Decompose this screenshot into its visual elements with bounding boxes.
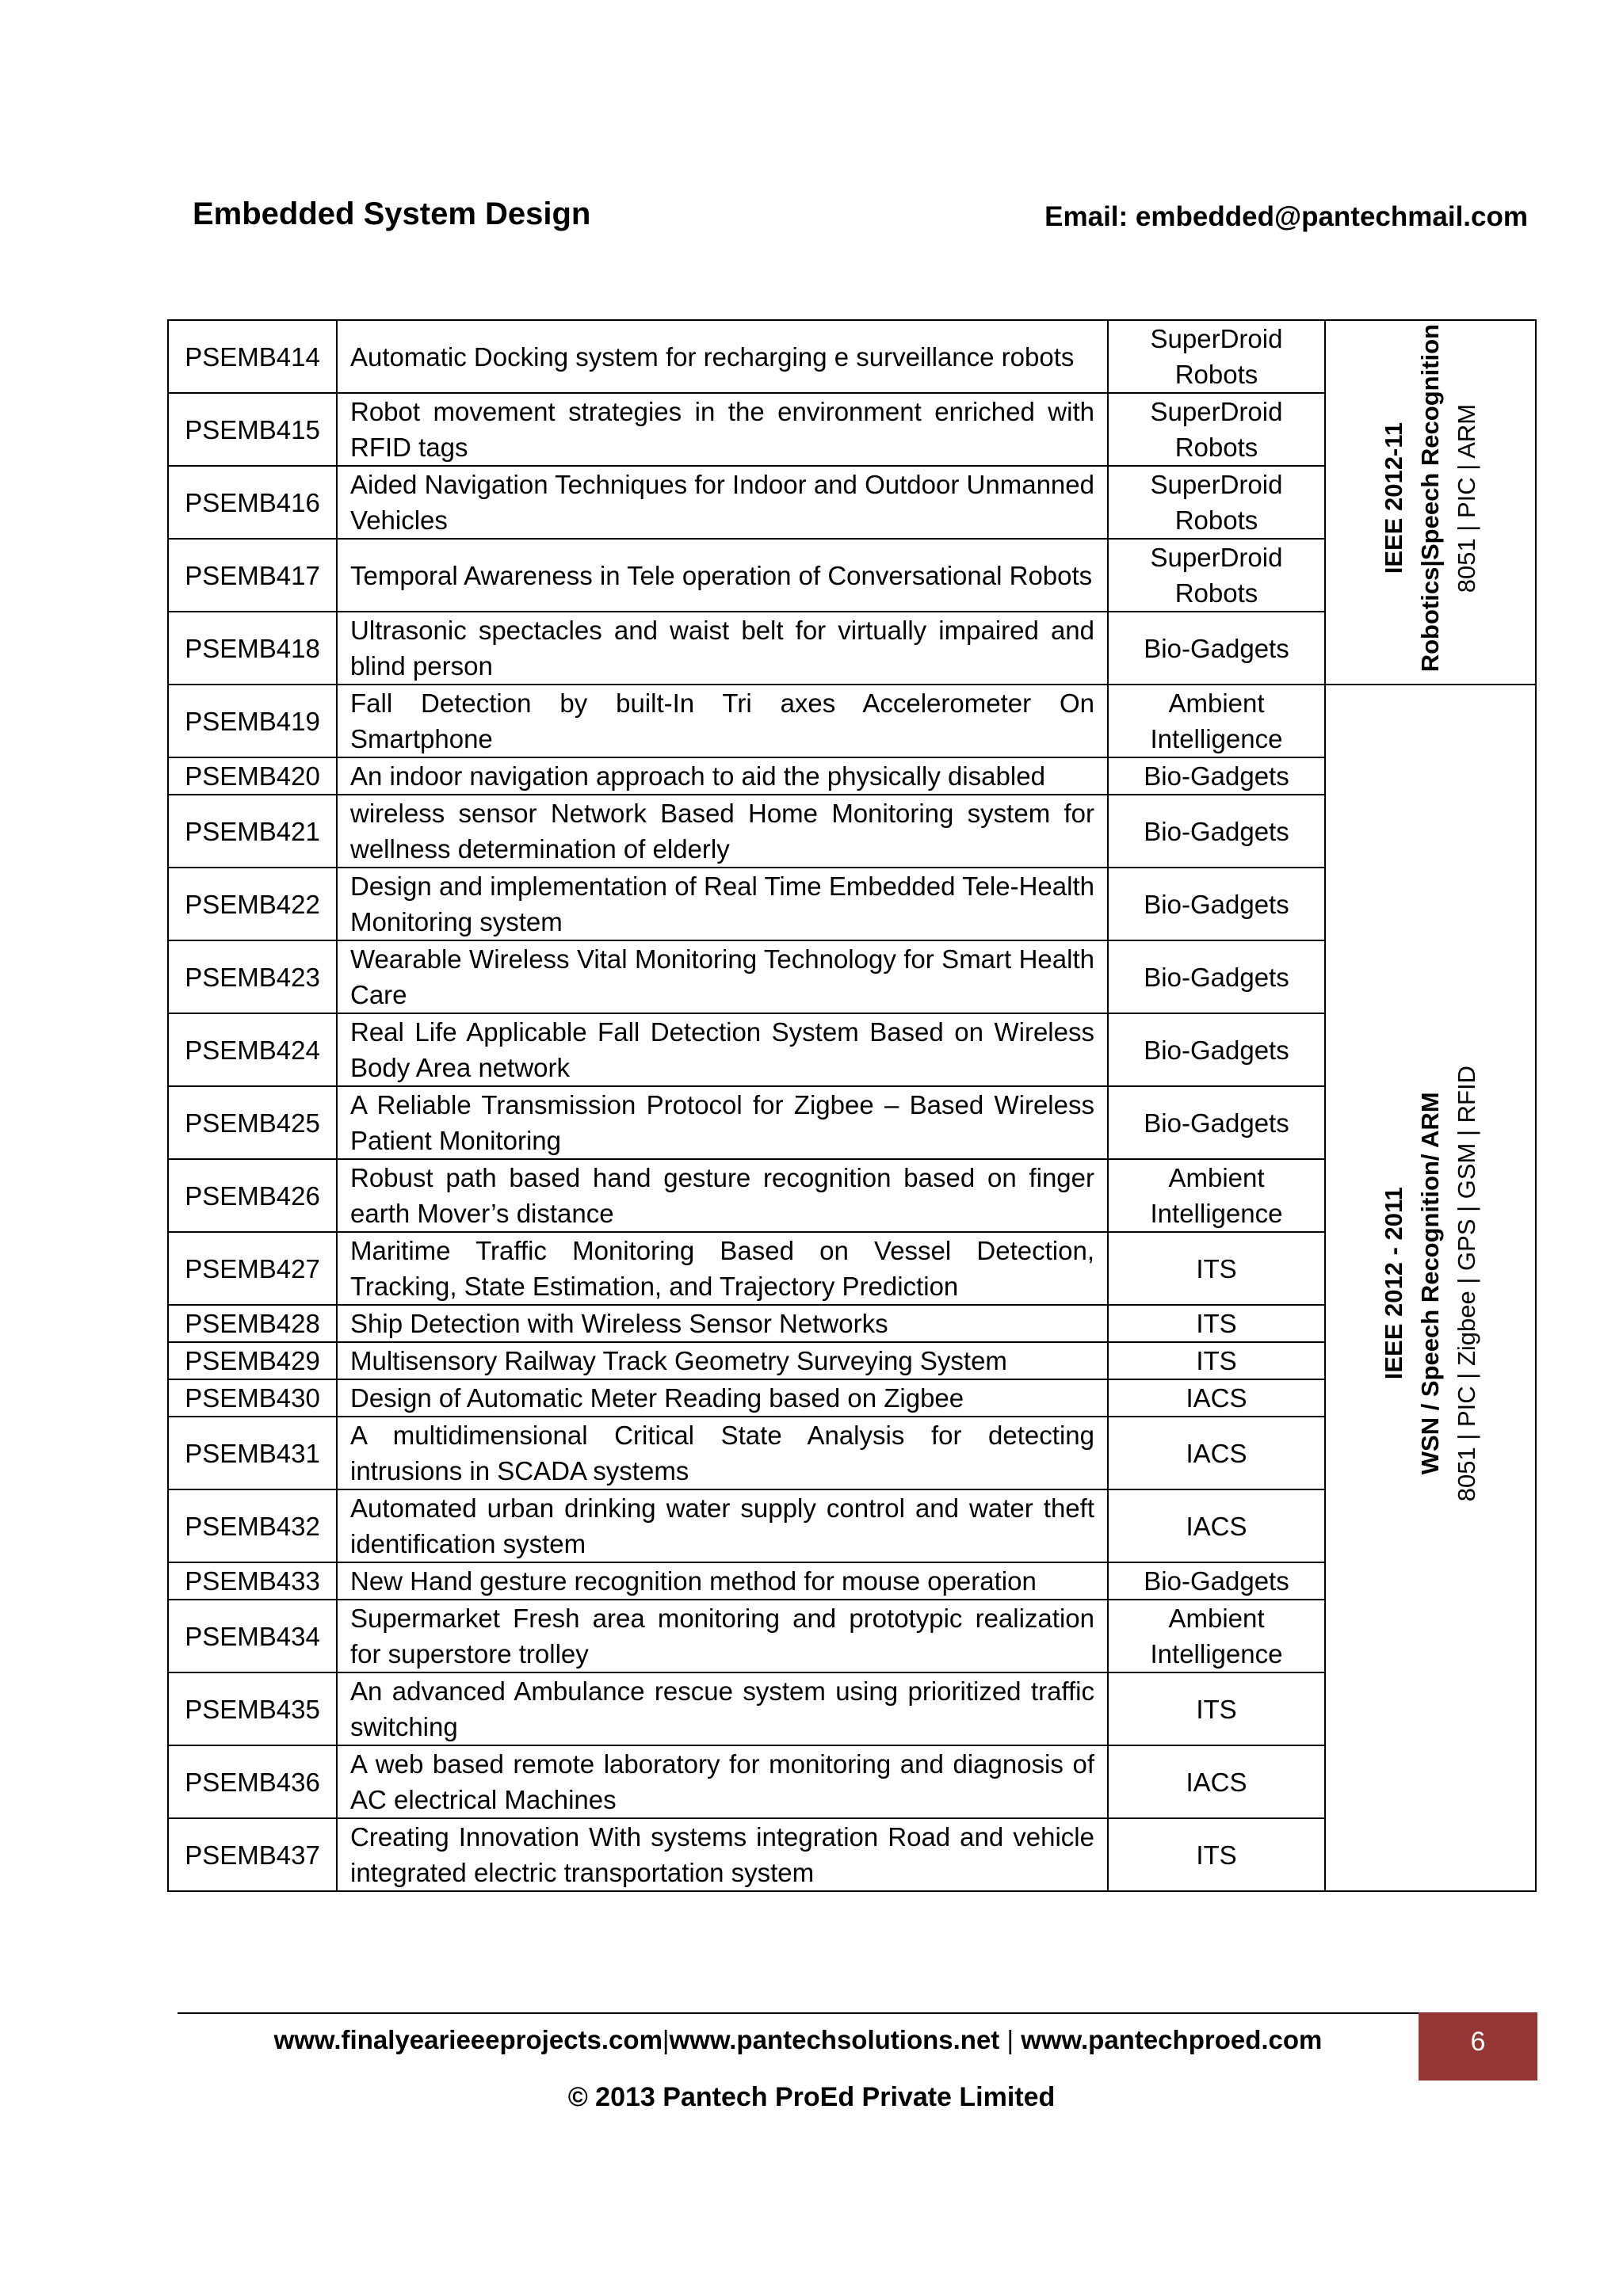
project-title: Design and implementation of Real Time Embedded Tele-Health Monitoring system [337, 868, 1108, 940]
project-category: ITS [1108, 1672, 1325, 1745]
project-code: PSEMB436 [168, 1745, 337, 1818]
footer-separator: | [999, 2025, 1022, 2054]
group-label [1376, 1066, 1485, 1501]
project-code: PSEMB414 [168, 320, 337, 393]
footer-links [178, 2025, 1419, 2055]
header-email: Email: embedded@pantechmail.com [1044, 201, 1528, 232]
project-category: SuperDroid Robots [1108, 539, 1325, 612]
project-title: Fall Detection by built-In Tri axes Accelerometer On Smartphone [337, 685, 1108, 757]
project-title: Creating Innovation With systems integration Road and vehicle integrated electric transportation system [337, 1818, 1108, 1891]
project-code: PSEMB416 [168, 466, 337, 539]
project-title: wireless sensor Network Based Home Monitoring system for wellness determination of elderly [337, 795, 1108, 868]
project-title: An advanced Ambulance rescue system using prioritized traffic switching [337, 1672, 1108, 1745]
footer-link-pantechproed[interactable]: www.pantechproed.com [1021, 2025, 1323, 2054]
project-title: A multidimensional Critical State Analysis for detecting intrusions in SCADA systems [337, 1417, 1108, 1489]
project-category: Bio-Gadgets [1108, 940, 1325, 1013]
project-category: Bio-Gadgets [1108, 868, 1325, 940]
project-title: A web based remote laboratory for monitoring and diagnosis of AC electrical Machines [337, 1745, 1108, 1818]
group-label-line2: Robotics|Speech Recognition [1416, 323, 1444, 673]
project-code: PSEMB417 [168, 539, 337, 612]
project-title: Ship Detection with Wireless Sensor Networks [337, 1305, 1108, 1342]
project-table [167, 319, 1537, 1892]
project-category: Bio-Gadgets [1108, 1013, 1325, 1086]
project-code: PSEMB421 [168, 795, 337, 868]
project-category: Bio-Gadgets [1108, 757, 1325, 795]
table-body [168, 320, 1536, 1891]
project-title: Robot movement strategies in the environment enriched with RFID tags [337, 393, 1108, 466]
group-label-cell [1325, 685, 1536, 1891]
project-title: Maritime Traffic Monitoring Based on Vessel Detection, Tracking, State Estimation, and Trajectory Prediction [337, 1232, 1108, 1305]
group-label-line2: WSN / Speech Recognition/ ARM [1416, 1092, 1444, 1475]
project-code: PSEMB431 [168, 1417, 337, 1489]
page-number: 6 [1470, 2027, 1486, 2057]
table-row [168, 320, 1536, 393]
project-category: SuperDroid Robots [1108, 466, 1325, 539]
project-category: IACS [1108, 1745, 1325, 1818]
group-label-line3: 8051 | PIC | ARM [1453, 403, 1480, 593]
project-title: Robust path based hand gesture recognition based on finger earth Mover’s distance [337, 1159, 1108, 1232]
project-title: Ultrasonic spectacles and waist belt for virtually impaired and blind person [337, 612, 1108, 685]
project-title: Real Life Applicable Fall Detection System Based on Wireless Body Area network [337, 1013, 1108, 1086]
project-code: PSEMB432 [168, 1489, 337, 1562]
project-title: Automated urban drinking water supply control and water theft identification system [337, 1489, 1108, 1562]
project-category: SuperDroid Robots [1108, 393, 1325, 466]
project-title: An indoor navigation approach to aid the physically disabled [337, 757, 1108, 795]
project-code: PSEMB422 [168, 868, 337, 940]
project-category: ITS [1108, 1342, 1325, 1379]
group-label-line1: IEEE 2012-11 [1380, 421, 1407, 574]
footer-separator: | [662, 2025, 670, 2054]
project-code: PSEMB434 [168, 1600, 337, 1672]
project-title: Multisensory Railway Track Geometry Surveying System [337, 1342, 1108, 1379]
group-label-cell [1325, 320, 1536, 685]
project-code: PSEMB418 [168, 612, 337, 685]
group-label-line3: 8051 | PIC | Zigbee | GPS | GSM | RFID [1453, 1065, 1480, 1502]
project-code: PSEMB426 [168, 1159, 337, 1232]
project-category: Ambient Intelligence [1108, 685, 1325, 757]
project-category: IACS [1108, 1417, 1325, 1489]
project-title: Temporal Awareness in Tele operation of Conversational Robots [337, 539, 1108, 612]
project-title: Wearable Wireless Vital Monitoring Technology for Smart Health Care [337, 940, 1108, 1013]
project-category: Ambient Intelligence [1108, 1600, 1325, 1672]
project-code: PSEMB428 [168, 1305, 337, 1342]
project-code: PSEMB433 [168, 1562, 337, 1600]
page-number-badge [1419, 2012, 1537, 2081]
project-code: PSEMB427 [168, 1232, 337, 1305]
project-category: Ambient Intelligence [1108, 1159, 1325, 1232]
project-code: PSEMB423 [168, 940, 337, 1013]
project-title: Design of Automatic Meter Reading based on Zigbee [337, 1379, 1108, 1417]
project-category: Bio-Gadgets [1108, 612, 1325, 685]
project-code: PSEMB419 [168, 685, 337, 757]
project-category: Bio-Gadgets [1108, 795, 1325, 868]
group-label-line1: IEEE 2012 - 2011 [1380, 1187, 1407, 1380]
footer-link-finalyear[interactable]: www.finalyearieeeprojects.com [273, 2025, 663, 2054]
project-code: PSEMB437 [168, 1818, 337, 1891]
project-title: New Hand gesture recognition method for mouse operation [337, 1562, 1108, 1600]
group-label [1376, 324, 1485, 672]
project-title: Supermarket Fresh area monitoring and prototypic realization for superstore trolley [337, 1600, 1108, 1672]
project-category: ITS [1108, 1232, 1325, 1305]
project-category: IACS [1108, 1489, 1325, 1562]
project-code: PSEMB430 [168, 1379, 337, 1417]
project-code: PSEMB429 [168, 1342, 337, 1379]
project-category: IACS [1108, 1379, 1325, 1417]
project-code: PSEMB425 [168, 1086, 337, 1159]
project-category: SuperDroid Robots [1108, 320, 1325, 393]
project-title: Automatic Docking system for recharging e surveillance robots [337, 320, 1108, 393]
project-title: Aided Navigation Techniques for Indoor and Outdoor Unmanned Vehicles [337, 466, 1108, 539]
footer-link-pantechsolutions[interactable]: www.pantechsolutions.net [669, 2025, 1000, 2054]
project-code: PSEMB435 [168, 1672, 337, 1745]
project-category: Bio-Gadgets [1108, 1086, 1325, 1159]
project-code: PSEMB424 [168, 1013, 337, 1086]
project-code: PSEMB420 [168, 757, 337, 795]
footer-divider [178, 2012, 1419, 2014]
table-row [168, 685, 1536, 757]
project-code: PSEMB415 [168, 393, 337, 466]
project-category: Bio-Gadgets [1108, 1562, 1325, 1600]
copyright: © 2013 Pantech ProEd Private Limited [567, 2082, 1056, 2112]
project-title: A Reliable Transmission Protocol for Zigbee – Based Wireless Patient Monitoring [337, 1086, 1108, 1159]
page-title: Embedded System Design [193, 196, 591, 231]
project-category: ITS [1108, 1818, 1325, 1891]
project-category: ITS [1108, 1305, 1325, 1342]
